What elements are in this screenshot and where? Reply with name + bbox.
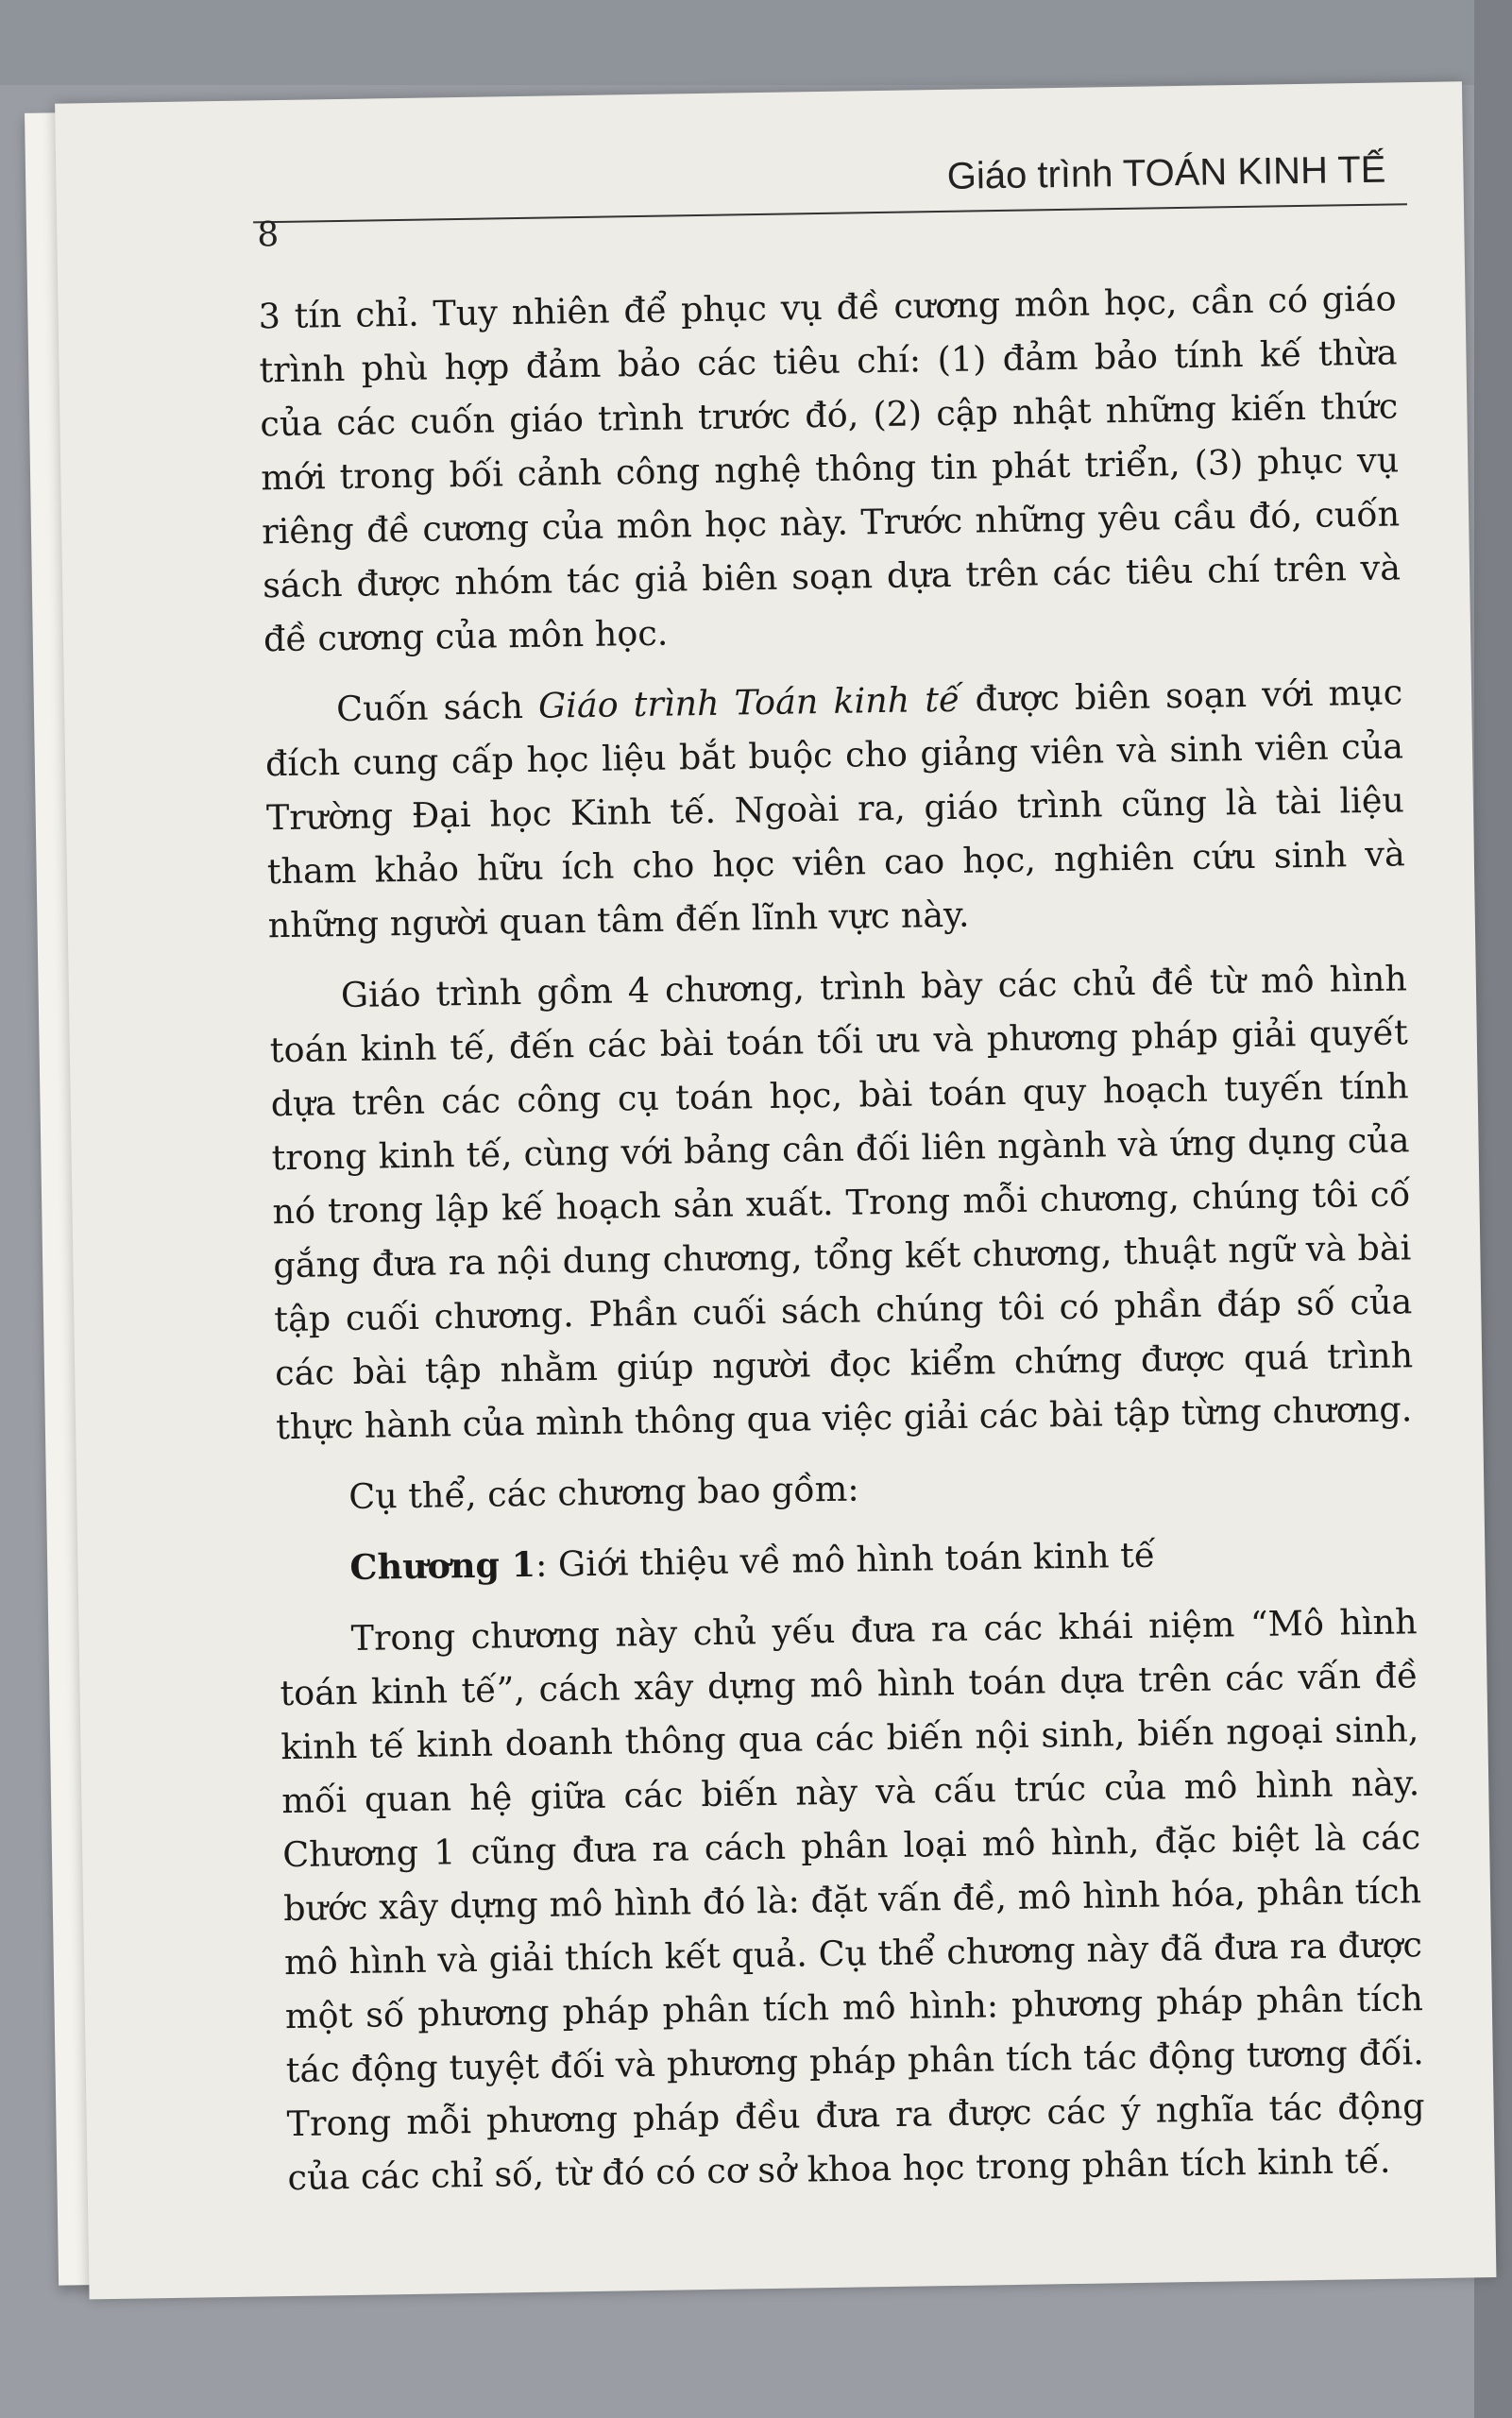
chapter-1-title: : Giới thiệu về mô hình toán kinh tế	[535, 1534, 1156, 1585]
body-text	[258, 271, 1426, 2222]
paragraph-4: Cụ thể, các chương bao gồm:	[348, 1468, 859, 1517]
running-header-title: Giáo trình TOÁN KINH TẾ	[946, 148, 1386, 197]
paragraph-2	[264, 665, 1406, 952]
page-number: 8	[256, 214, 280, 255]
paragraph-2-start: Cuốn sách	[335, 685, 539, 730]
book-page	[55, 81, 1496, 2299]
paragraph-2-rest: được biên soạn với mục đích cung cấp học liệu bắt buộc cho giảng viên và sinh viên của Trường Đại học Kinh tế. Ngoài ra, giáo trình cũng là tài liệu tham khảo hữu ích cho học viên cao học, nghiên cứu sinh và những người quan tâm đến lĩnh vực này.	[264, 672, 1406, 946]
chapter-1-heading	[278, 1524, 1417, 1595]
paragraph-3: Giáo trình gồm 4 chương, trình bày các chủ đề từ mô hình toán kinh tế, đến các bài toán tối ưu và phương pháp giải quyết dựa trên các công cụ toán học, bài toán quy hoạch tuyến tính trong kinh tế, cùng với bảng cân đối liên ngành và ứng dụng của nó trong lập kế hoạch sản xuất. Trong mỗi chương, chúng tôi cố gắng đưa ra nội dung chương, tổng kết chương, thuật ngữ và bài tập cuối chương. Phần cuối sách chúng tôi có phần đáp số của các bài tập nhằm giúp người đọc kiểm chứng được quá trình thực hành của mình thông qua việc giải các bài tập từng chương.	[269, 958, 1414, 1448]
paragraph-1: 3 tín chỉ. Tuy nhiên để phục vụ đề cương môn học, cần có giáo trình phù hợp đảm bảo các tiêu chí: (1) đảm bảo tính kế thừa của các cuốn giáo trình trước đó, (2) cập nhật những kiến thức mới trong bối cảnh công nghệ thông tin phát triển, (3) phục vụ riêng đề cương của môn học này. Trước những yêu cầu đó, cuốn sách được nhóm tác giả biên soạn dựa trên các tiêu chí trên và đề cương của môn học.	[258, 278, 1402, 660]
book-title-italic: Giáo trình Toán kinh tế	[537, 678, 960, 726]
paragraph-5: Trong chương này chủ yếu đưa ra các khái niệm “Mô hình toán kinh tế”, cách xây dựng mô hình toán dựa trên các vấn đề kinh tế kinh doanh thông qua các biến nội sinh, biến ngoại sinh, mối quan hệ giữa các biến này và cấu trúc của mô hình này. Chương 1 cũng đưa ra cách phân loại mô hình, đặc biệt là các bước xây dựng mô hình đó là: đặt vấn đề, mô hình hóa, phân tích mô hình và giải thích kết quả. Cụ thể chương này đã đưa ra được một số phương pháp phân tích mô hình: phương pháp phân tích tác động tuyệt đối và phương pháp phân tích tác động tương đối. Trong mỗi phương pháp đều đưa ra được các ý nghĩa tác động của các chỉ số, từ đó có cơ sở khoa học trong phân tích kinh tế.	[280, 1601, 1425, 2199]
header-rule	[253, 203, 1407, 223]
desk-background	[0, 0, 1512, 85]
chapter-1-label: Chương 1	[349, 1543, 536, 1588]
